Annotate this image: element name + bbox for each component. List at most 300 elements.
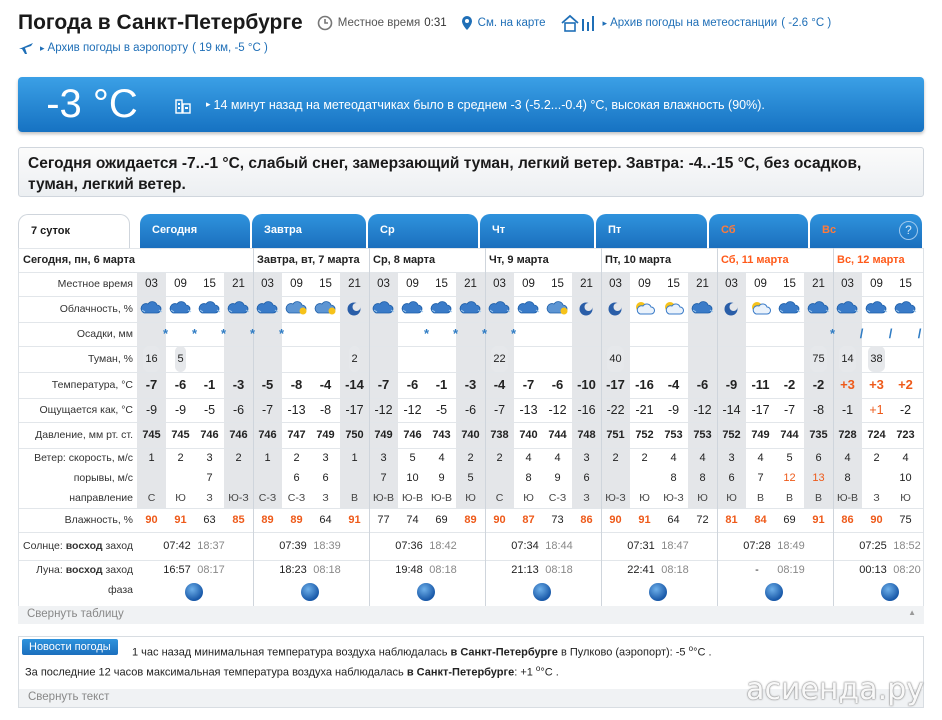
- temp-cell: -14: [345, 377, 364, 392]
- direction-cell: Ю-З: [228, 492, 249, 504]
- rain-drop-icon: /: [888, 326, 893, 341]
- fog-cell: [862, 346, 891, 372]
- snow-cloud-icon: [775, 296, 804, 322]
- snowflake-icon: *: [452, 326, 459, 341]
- temp-cell: -16: [635, 377, 654, 392]
- wind-speed-cell: 2: [235, 452, 242, 464]
- direction-cell: Ю: [175, 492, 186, 504]
- wind-speed-cell: 3: [380, 452, 387, 464]
- news-line-2-a: За последние 12 часов максимальная температура воздуха наблюдалась: [25, 666, 404, 679]
- temp-cell: -6: [174, 377, 187, 392]
- feels-cell: -1: [841, 403, 854, 417]
- humidity-cell: 91: [638, 514, 651, 526]
- gust-cell: 10: [899, 472, 912, 484]
- snow-cloud-icon: [456, 296, 485, 322]
- gust-cell: [862, 468, 891, 488]
- news-line-1: 1 час назад минимальная температура воздуха наблюдалась в Санкт-Петербурге в Пулково (аэропорт): -5 $^o$°C .: [132, 644, 712, 659]
- hour-cell: 03: [377, 278, 390, 290]
- temp-cell: -17: [606, 377, 625, 392]
- feels-cell: -12: [548, 403, 567, 417]
- sunrise-time: 07:25: [859, 540, 887, 552]
- tab-4[interactable]: [480, 214, 594, 248]
- feels-cell: -21: [635, 403, 654, 417]
- feels-cell: -5: [203, 403, 216, 417]
- hour-cell: 21: [348, 278, 361, 290]
- airport-archive-link[interactable]: [18, 40, 268, 56]
- moon-rise-label: восход: [65, 564, 103, 576]
- sunrise-time: 07:36: [395, 540, 423, 552]
- precip-cell: [528, 322, 557, 346]
- gust-cell: [137, 468, 166, 488]
- gust-cell: [253, 468, 282, 488]
- sunset-time: 18:44: [545, 540, 573, 552]
- station-temp: ( -2.6 °C ): [781, 17, 832, 29]
- direction-cell: Ю: [697, 492, 708, 504]
- sunset-time: 18:39: [313, 540, 341, 552]
- airport-info: ( 19 км, -5 °C ): [192, 42, 268, 54]
- day-header: Сегодня, пн, 6 марта: [23, 254, 135, 266]
- wind-speed-cell: 5: [409, 452, 416, 464]
- tab-label[interactable]: Сб: [721, 224, 736, 236]
- row-label-phase: фаза: [107, 584, 133, 596]
- feels-cell: -6: [232, 403, 245, 417]
- humidity-cell: 86: [841, 514, 854, 526]
- humidity-cell: 64: [319, 514, 332, 526]
- partly-cloudy-icon: [543, 296, 572, 322]
- precip-cell: [673, 322, 702, 346]
- station-icon: [560, 13, 598, 33]
- map-link[interactable]: [461, 15, 546, 31]
- temp-cell: -1: [203, 377, 216, 392]
- sunset-time: 18:37: [197, 540, 225, 552]
- gust-cell: 6: [583, 472, 590, 484]
- feels-cell: -9: [667, 403, 680, 417]
- moon-phase-icon: [533, 583, 551, 601]
- precip-cell: [615, 322, 644, 346]
- pressure-cell: 740: [519, 429, 538, 441]
- pressure-cell: 735: [809, 429, 828, 441]
- sunrise-time: 07:28: [743, 540, 771, 552]
- pressure-cell: 749: [316, 429, 335, 441]
- direction-cell: Ю: [639, 492, 650, 504]
- hour-cell: 15: [667, 278, 680, 290]
- tab-0[interactable]: [18, 214, 130, 248]
- moonset-time: 08:18: [661, 564, 689, 576]
- map-pin-icon: [461, 15, 473, 31]
- humidity-cell: 90: [145, 514, 158, 526]
- temp-cell: +3: [840, 377, 855, 392]
- precip-cell: [644, 322, 673, 346]
- fog-cell: [514, 346, 543, 372]
- humidity-cell: 87: [522, 514, 535, 526]
- direction-cell: В: [814, 492, 822, 504]
- hour-cell: 09: [754, 278, 767, 290]
- pressure-cell: 738: [490, 429, 509, 441]
- wind-speed-cell: 4: [438, 452, 445, 464]
- collapse-table-button[interactable]: [18, 606, 924, 624]
- gust-cell: 6: [728, 472, 735, 484]
- precip-cell: [731, 322, 760, 346]
- row-label-precip: Осадки, мм: [76, 328, 133, 340]
- direction-cell: Ю-В: [430, 492, 453, 504]
- moonset-time: 08:20: [893, 564, 921, 576]
- moon-phase-icon: [765, 583, 783, 601]
- moon-phase-icon: [417, 583, 435, 601]
- fog-cell: [601, 346, 630, 372]
- snow-cloud-icon: [137, 296, 166, 322]
- hour-cell: 15: [899, 278, 912, 290]
- pressure-cell: 745: [142, 429, 161, 441]
- sun-set-label: заход: [105, 540, 133, 552]
- humidity-cell: 91: [348, 514, 361, 526]
- collapse-text-label[interactable]: Свернуть текст: [28, 691, 110, 703]
- wind-speed-cell: 3: [322, 452, 329, 464]
- day-header: Ср, 8 марта: [373, 254, 436, 266]
- temp-cell: -6: [406, 377, 419, 392]
- snow-cloud-icon: [514, 296, 543, 322]
- gust-cell: [485, 468, 514, 488]
- pressure-cell: 751: [606, 429, 625, 441]
- fog-cell: [369, 346, 398, 372]
- tab-2[interactable]: [252, 214, 366, 248]
- fog-cell: [543, 346, 572, 372]
- temp-cell: +2: [898, 377, 913, 392]
- station-archive-link[interactable]: [560, 13, 832, 33]
- moonrise-time: 22:41: [627, 564, 655, 576]
- tab-3[interactable]: [368, 214, 478, 248]
- current-temp: -3 °C: [46, 82, 138, 126]
- temp-cell: -7: [145, 377, 158, 392]
- humidity-cell: 89: [261, 514, 274, 526]
- pressure-cell: 750: [345, 429, 364, 441]
- tab-label[interactable]: 7 суток: [31, 225, 71, 237]
- precip-cell: [702, 322, 731, 346]
- humidity-cell: 86: [580, 514, 593, 526]
- precip-cell: [789, 322, 818, 346]
- sun-cloud-icon: [659, 296, 688, 322]
- moon-label: Луна:: [35, 564, 63, 576]
- news-tag[interactable]: Новости погоды: [22, 639, 118, 655]
- pressure-cell: 743: [432, 429, 451, 441]
- hour-cell: 15: [203, 278, 216, 290]
- humidity-cell: 77: [377, 514, 390, 526]
- fog-value: 38: [868, 346, 884, 372]
- fog-value: 14: [839, 346, 855, 372]
- snow-cloud-icon: [833, 296, 862, 322]
- fog-cell: [456, 346, 485, 372]
- wind-speed-cell: 4: [902, 452, 909, 464]
- hour-cell: 03: [609, 278, 622, 290]
- fog-cell: [311, 346, 340, 372]
- wind-speed-cell: 2: [612, 452, 619, 464]
- row-label-temp: Температура, °C: [51, 379, 133, 391]
- snow-cloud-icon: [166, 296, 195, 322]
- pressure-cell: 753: [664, 429, 683, 441]
- temp-cell: -5: [261, 377, 274, 392]
- night-moon-icon: [340, 296, 369, 322]
- moonrise-time: 21:13: [511, 564, 539, 576]
- hour-cell: 09: [406, 278, 419, 290]
- forecast-tabs: [18, 214, 924, 248]
- precip-cell: [383, 322, 412, 346]
- feels-cell: -8: [319, 403, 332, 417]
- humidity-cell: 85: [232, 514, 245, 526]
- gust-cell: 6: [293, 472, 300, 484]
- help-icon[interactable]: ?: [899, 221, 918, 240]
- direction-cell: Ю: [465, 492, 476, 504]
- precip-cell: [760, 322, 789, 346]
- pressure-cell: 740: [461, 429, 480, 441]
- snow-cloud-icon: [485, 296, 514, 322]
- partly-cloudy-icon: [282, 296, 311, 322]
- humidity-cell: 90: [870, 514, 883, 526]
- wind-speed-cell: 2: [873, 452, 880, 464]
- fog-cell: [340, 346, 369, 372]
- temp-cell: -3: [232, 377, 245, 392]
- tab-label[interactable]: Чт: [492, 224, 506, 236]
- wind-speed-cell: 4: [554, 452, 561, 464]
- feels-cell: -13: [287, 403, 306, 417]
- gust-cell: 9: [438, 472, 445, 484]
- temp-cell: -6: [696, 377, 709, 392]
- local-time-label: Местное время: [337, 17, 421, 29]
- hour-cell: 15: [435, 278, 448, 290]
- temp-cell: -7: [522, 377, 535, 392]
- gust-cell: [224, 468, 253, 488]
- hour-cell: 09: [870, 278, 883, 290]
- fog-cell: [166, 346, 195, 372]
- tab-label[interactable]: Завтра: [264, 224, 302, 236]
- fog-cell: [427, 346, 456, 372]
- feels-cell: -17: [345, 403, 364, 417]
- wind-speed-cell: 4: [699, 452, 706, 464]
- humidity-cell: 72: [696, 514, 709, 526]
- humidity-cell: 69: [435, 514, 448, 526]
- arrow-right-icon: ▸: [602, 17, 608, 28]
- snow-cloud-icon: [195, 296, 224, 322]
- temp-cell: -7: [377, 377, 390, 392]
- sunset-time: 18:42: [429, 540, 457, 552]
- feels-cell: -13: [519, 403, 538, 417]
- feels-cell: -2: [899, 403, 912, 417]
- airport-archive-label[interactable]: Архив погоды в аэропорту: [47, 42, 189, 54]
- news-line-1-c: в Пулково (аэропорт): -5: [560, 646, 686, 659]
- moon-phase-icon: [301, 583, 319, 601]
- temp-cell: -11: [751, 377, 770, 392]
- temp-cell: -2: [812, 377, 825, 392]
- wind-speed-cell: 2: [467, 452, 474, 464]
- fog-cell: [137, 346, 166, 372]
- moonrise-time: 18:23: [279, 564, 307, 576]
- moonset-time: 08:18: [313, 564, 341, 576]
- wind-speed-cell: 6: [815, 452, 822, 464]
- pressure-cell: 745: [171, 429, 190, 441]
- snow-cloud-icon: [891, 296, 920, 322]
- direction-cell: Ю-В: [372, 492, 395, 504]
- pressure-cell: 747: [287, 429, 306, 441]
- sun-label: Солнце:: [23, 540, 63, 552]
- row-label-feels: Ощущается как, °C: [39, 404, 133, 416]
- direction-cell: В: [785, 492, 793, 504]
- snow-cloud-icon: [862, 296, 891, 322]
- fog-cell: [659, 346, 688, 372]
- row-label-fog: Туман, %: [88, 353, 133, 365]
- fog-value: 40: [607, 346, 623, 372]
- pressure-cell: 746: [200, 429, 219, 441]
- sunset-time: 18:49: [777, 540, 805, 552]
- temp-cell: -4: [493, 377, 506, 392]
- pressure-cell: 746: [403, 429, 422, 441]
- wind-speed-cell: 5: [786, 452, 793, 464]
- row-label-moon: [19, 560, 137, 580]
- temp-cell: -4: [319, 377, 332, 392]
- row-label-direction: направление: [69, 492, 133, 504]
- direction-cell: З: [206, 492, 213, 504]
- fog-value: 22: [491, 346, 507, 372]
- gust-cell: 10: [406, 472, 419, 484]
- snow-cloud-icon: [224, 296, 253, 322]
- direction-cell: Ю: [726, 492, 737, 504]
- direction-cell: З: [322, 492, 329, 504]
- tab-label[interactable]: Пт: [608, 224, 622, 236]
- wind-speed-cell: 2: [293, 452, 300, 464]
- moonset-time: 08:18: [429, 564, 457, 576]
- sun-cloud-icon: [746, 296, 775, 322]
- collapse-table-label[interactable]: Свернуть таблицу: [27, 608, 124, 620]
- hour-cell: 15: [319, 278, 332, 290]
- day-header: Чт, 9 марта: [489, 254, 549, 266]
- temp-cell: -10: [577, 377, 596, 392]
- wind-speed-cell: 2: [496, 452, 503, 464]
- snow-cloud-icon: [369, 296, 398, 322]
- fog-cell: [804, 346, 833, 372]
- temp-cell: -9: [725, 377, 738, 392]
- humidity-cell: 75: [899, 514, 912, 526]
- pressure-cell: 753: [693, 429, 712, 441]
- tab-label[interactable]: Ср: [380, 224, 395, 236]
- pressure-cell: 749: [751, 429, 770, 441]
- direction-cell: Ю-В: [836, 492, 859, 504]
- news-line-2: За последние 12 часов максимальная температура воздуха наблюдалась в Санкт-Петербурге: +1 $^o$°C .: [25, 664, 559, 679]
- sunrise-time: 07:39: [279, 540, 307, 552]
- hour-cell: 03: [841, 278, 854, 290]
- snowflake-icon: *: [481, 326, 488, 341]
- moonset-time: 08:19: [777, 564, 805, 576]
- header: [18, 8, 845, 38]
- precip-cell: [296, 322, 325, 346]
- direction-cell: С: [495, 492, 504, 504]
- hour-cell: 03: [145, 278, 158, 290]
- gust-cell: [340, 468, 369, 488]
- humidity-cell: 91: [174, 514, 187, 526]
- feels-cell: -22: [606, 403, 625, 417]
- feels-cell: -17: [751, 403, 770, 417]
- day-header: Пт, 10 марта: [605, 254, 672, 266]
- humidity-cell: 90: [493, 514, 506, 526]
- row-label-wind_speed: Ветер: скорость, м/с: [34, 452, 133, 464]
- feels-cell: -7: [783, 403, 796, 417]
- rain-drop-icon: /: [917, 326, 922, 341]
- tab-6[interactable]: [709, 214, 808, 248]
- hour-cell: 03: [725, 278, 738, 290]
- sun-cloud-icon: [630, 296, 659, 322]
- wind-speed-cell: 1: [148, 452, 155, 464]
- hour-cell: 09: [290, 278, 303, 290]
- page-title: Погода в Санкт-Петербурге: [18, 11, 303, 34]
- row-label-gusts: порывы, м/с: [73, 472, 133, 484]
- gust-cell: 5: [467, 472, 474, 484]
- moonrise-time: 00:13: [859, 564, 887, 576]
- map-link-label[interactable]: См. на карте: [477, 17, 546, 29]
- hour-cell: 03: [493, 278, 506, 290]
- humidity-cell: 63: [203, 514, 216, 526]
- gust-cell: 8: [699, 472, 706, 484]
- wind-speed-cell: 4: [757, 452, 764, 464]
- sun-rise-label: восход: [65, 540, 103, 552]
- moonrise-time: -: [755, 564, 759, 576]
- local-time: [317, 15, 447, 31]
- moonset-time: 08:17: [197, 564, 225, 576]
- fog-cell: [398, 346, 427, 372]
- direction-cell: З: [873, 492, 880, 504]
- fog-value: 16: [143, 346, 159, 372]
- feels-cell: -7: [261, 403, 274, 417]
- feels-cell: -7: [493, 403, 506, 417]
- hour-cell: 21: [812, 278, 825, 290]
- gust-cell: 8: [844, 472, 851, 484]
- temp-cell: +3: [869, 377, 884, 392]
- feels-cell: -9: [145, 403, 158, 417]
- forecast-table: [18, 248, 924, 608]
- fog-value: 5: [175, 346, 185, 372]
- gust-cell: 7: [206, 472, 213, 484]
- precip-cell: [354, 322, 383, 346]
- day-header: Вс, 12 марта: [837, 254, 905, 266]
- hour-cell: 15: [783, 278, 796, 290]
- precip-cell: [325, 322, 354, 346]
- pressure-cell: 749: [374, 429, 393, 441]
- snowflake-icon: *: [829, 326, 836, 341]
- row-label-cloud: Облачность, %: [59, 303, 133, 315]
- direction-cell: В: [756, 492, 764, 504]
- hour-cell: 09: [522, 278, 535, 290]
- pressure-cell: 746: [258, 429, 277, 441]
- station-archive-label[interactable]: Архив погоды на метеостанции: [610, 17, 778, 29]
- snow-cloud-icon: [427, 296, 456, 322]
- pressure-cell: 752: [722, 429, 741, 441]
- moon-phase-icon: [185, 583, 203, 601]
- pressure-cell: 748: [577, 429, 596, 441]
- night-moon-icon: [717, 296, 746, 322]
- direction-cell: Ю-З: [605, 492, 626, 504]
- pressure-cell: 723: [896, 429, 915, 441]
- tab-label[interactable]: Сегодня: [152, 224, 198, 236]
- hour-cell: 09: [174, 278, 187, 290]
- fog-cell: [195, 346, 224, 372]
- tab-label[interactable]: Вс: [822, 224, 837, 236]
- hour-cell: 15: [551, 278, 564, 290]
- tab-1[interactable]: [140, 214, 250, 248]
- tab-5[interactable]: [596, 214, 707, 248]
- feels-cell: -14: [722, 403, 741, 417]
- feels-cell: -12: [403, 403, 422, 417]
- feels-cell: +1: [869, 403, 884, 417]
- direction-cell: В: [350, 492, 358, 504]
- hour-cell: 21: [232, 278, 245, 290]
- snow-cloud-icon: [804, 296, 833, 322]
- airplane-icon: [18, 40, 34, 56]
- gust-cell: 8: [670, 472, 677, 484]
